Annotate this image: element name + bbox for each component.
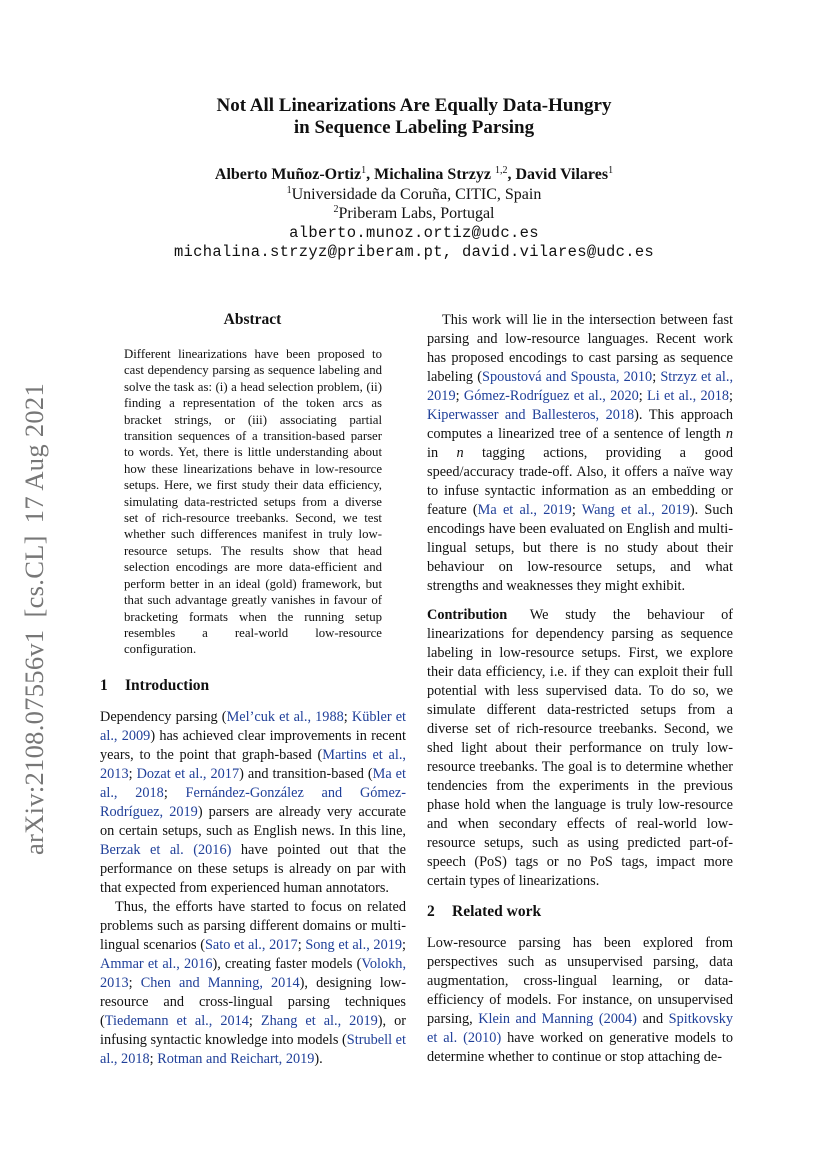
paper-title <box>0 95 828 139</box>
affiliation-1: $^1$Universidade da Coruña, CITIC, Spain <box>286 184 542 203</box>
citation[interactable]: Ma et al., 2019 <box>477 502 572 518</box>
section-introduction-heading: 1 Introduction <box>100 677 210 694</box>
author-block <box>0 165 828 263</box>
citation[interactable]: Fernández-González and Gómez-Rodríguez, 2019 <box>100 785 406 820</box>
citation[interactable]: Gómez-Rodríguez et al., 2020 <box>463 388 639 404</box>
citation[interactable]: Song et al., 2019 <box>305 937 403 953</box>
citation[interactable]: Chen and Manning, 2014 <box>140 975 300 991</box>
title-line-2: in Sequence Labeling Parsing <box>293 117 535 138</box>
citation[interactable]: Spitkovsky et al. (2010) <box>427 1011 733 1046</box>
citation[interactable]: Rotman and Reichart, 2019 <box>157 1051 315 1067</box>
citation[interactable]: Dozat et al., 2017 <box>136 766 240 782</box>
arxiv-category: [cs.CL] <box>19 535 49 618</box>
author-2: Michalina Strzyz <box>374 166 491 183</box>
citation[interactable]: Wang et al., 2019 <box>581 502 690 518</box>
citation[interactable]: Kübler et al., 2009 <box>100 709 407 744</box>
citation[interactable]: Li et al., 2018 <box>647 388 730 404</box>
citation[interactable]: Mel’cuk et al., 1988 <box>226 709 344 725</box>
citation[interactable]: Martins et al., 2013 <box>100 747 406 782</box>
email-3[interactable]: david.vilares@udc.es <box>462 243 655 261</box>
arxiv-date: 17 Aug 2021 <box>19 382 49 524</box>
intro-paragraph-3: This work will lie in the intersection between fast parsing and low-resource languages. Recent work has proposed encodings to cast parsing as sequence labeling (Spoustová and Spousta, 2010; Strzyz et al., 2019; Gómez-Rodríguez et al., 2020; Li et al., 2018; Kiperwasser and Ballesteros, 2018). This approach computes a linearized tree of a sentence of length n in n tagging actions, providing a good speed/accuracy trade-off. Also, it offers a naïve way to infuse syntactic information as an embedding or feature (Ma et al., 2019; Wang et al., 2019). Such encodings have been evaluated on English and multi-lingual setups, but there is no study about their behaviour on low-resource setups, and what strengths and weaknesses they might exhibit. <box>427 312 734 594</box>
citation[interactable]: Klein and Manning (2004) <box>478 1011 637 1027</box>
citation[interactable]: Strubell et al., 2018 <box>100 1032 406 1067</box>
citation[interactable]: Volokh, 2013 <box>100 956 407 991</box>
citation[interactable]: Berzak et al. (2016) <box>100 842 232 858</box>
citation[interactable]: Ammar et al., 2016 <box>100 956 213 972</box>
author-names: Alberto Muñoz-Ortiz$^1$, Michalina Strzyz $^{1,2}$, David Vilares$^1$ <box>214 165 614 183</box>
intro-paragraph-2: Thus, the efforts have started to focus on related problems such as parsing different domains or multi-lingual scenarios (Sato et al., 2017; Song et al., 2019; Ammar et al., 2016), creating faster models (Volokh, 2013; Chen and Manning, 2014), designing low-resource and cross-lingual parsing techniques (Tiedemann et al., 2014; Zhang et al., 2019), or infusing syntactic knowledge into models (Strubell et al., 2018; Rotman and Reichart, 2019). <box>100 899 407 1067</box>
contribution-paragraph: Contribution We study the behaviour of linearizations for dependency parsing as sequence labeling in low-resource setups. First, we explore their data efficiency, i.e. if they can exploit their full potential with less supervised data. To do so, we simulate different data-restricted setups from a diverse set of rich-resource treebanks. Second, we shed light about their performance on truly low-resource treebanks. The goal is to determine whether tendencies from the experiments in the previous phase hold when the language is truly low-resource and when secondary effects of real-world low-resource setups, such as using predicted part-of-speech (PoS) tags or no PoS tags, impact more certain types of linearizations. <box>427 607 733 889</box>
intro-paragraph-1: Dependency parsing (Mel’cuk et al., 1988; Kübler et al., 2009) has achieved clear improvements in recent years, to the point that graph-based (Martins et al., 2013; Dozat et al., 2017) and transition-based (Ma et al., 2018; Fernández-González and Gómez-Rodríguez, 2019) parsers are already very accurate on certain setups, such as English news. In this line, Berzak et al. (2016) have pointed out that the performance on these setups is already on par with that expected from experienced human annotators. <box>100 709 407 896</box>
citation[interactable]: Spoustová and Spousta, 2010 <box>482 369 653 385</box>
abstract-text: Different linearizations have been proposed to cast dependency parsing as sequence labeling and solve the task as: (i) a head selection problem, (ii) finding a representation of the token arcs as bracket strings, or (iii) associating partial transition sequences of a transition-based parser to words. Yet, there is little understanding about how these linearizations behave in low-resource setups. Here, we first study their data efficiency, simulating data-restricted setups from a diverse set of rich-resource treebanks. Second, we test whether such differences manifest in truly low-resource setups. The results show that head selection encodings are more data-efficient and perform better in an ideal (gold) framework, but that such advantage greatly vanishes in favour of bracketing formats when the running setup resembles a real-world low-resource configuration. <box>124 347 382 657</box>
arxiv-id: arXiv:2108.07556v1 <box>19 629 49 855</box>
citation[interactable]: Sato et al., 2017 <box>204 937 298 953</box>
email-row-2: michalina.strzyz@priberam.pt, david.vilares@udc.es <box>173 243 655 261</box>
citation[interactable]: Tiedemann et al., 2014 <box>104 1013 249 1029</box>
related-work-body <box>427 934 733 1067</box>
related-paragraph-1: Low-resource parsing has been explored from perspectives such as unsupervised parsing, data augmentation, cross-lingual learning, or data-efficiency of models. For instance, on unsupervised parsing, Klein and Manning (2004) and Spitkovsky et al. (2010) have worked on generative models to determine whether to continue or stop attaching de- <box>427 935 733 1065</box>
citation[interactable]: Strzyz et al., 2019 <box>427 369 734 404</box>
author-1: Alberto Muñoz-Ortiz <box>214 166 362 183</box>
section-related-work-heading: 2 Related work <box>427 903 542 920</box>
right-column-body <box>427 311 733 891</box>
email-1[interactable]: alberto.munoz.ortiz@udc.es <box>289 223 539 242</box>
email-2[interactable]: michalina.strzyz@priberam.pt <box>173 243 443 261</box>
citation[interactable]: Ma et al., 2018 <box>100 766 406 801</box>
introduction-body <box>100 708 406 1069</box>
citation[interactable]: Zhang et al., 2019 <box>260 1013 378 1029</box>
citation[interactable]: Kiperwasser and Ballesteros, 2018 <box>427 407 635 423</box>
title-line-1: Not All Linearizations Are Equally Data-Hungry <box>216 95 612 116</box>
contribution-heading: Contribution <box>427 607 508 623</box>
arxiv-stamp <box>19 383 50 855</box>
author-3: David Vilares <box>515 166 609 183</box>
affiliation-2: $^2$Priberam Labs, Portugal <box>333 204 495 222</box>
abstract-heading: Abstract <box>223 311 282 328</box>
